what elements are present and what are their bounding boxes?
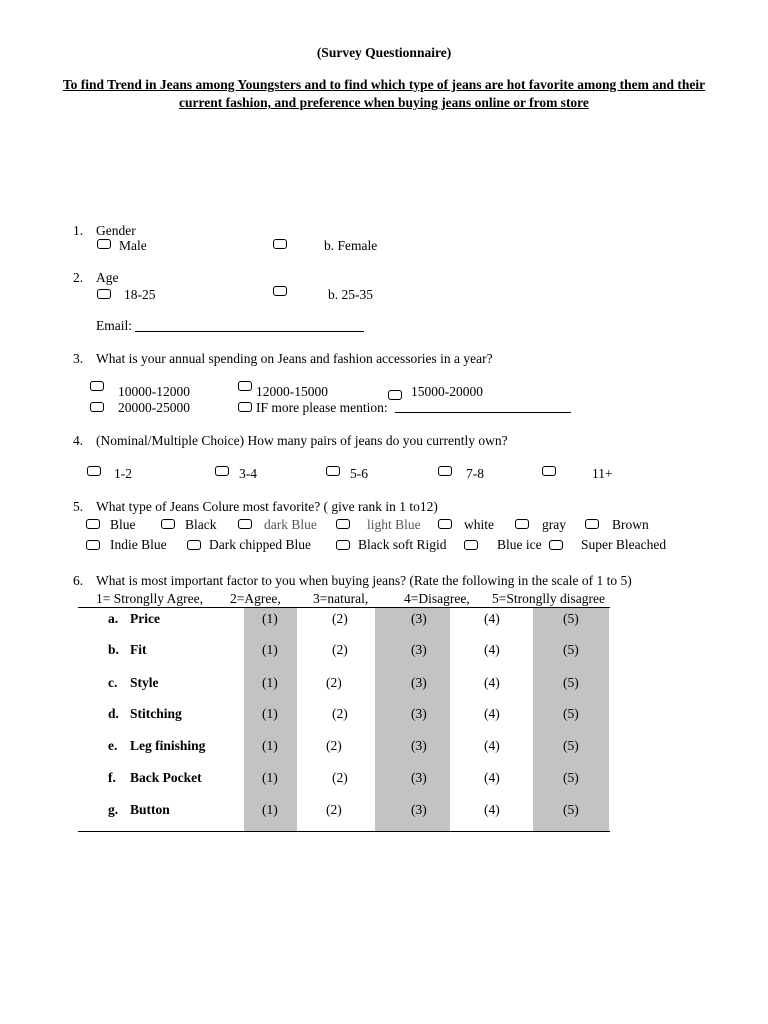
row-factor: Fit [130,642,147,657]
rating-3[interactable]: (3) [411,770,427,785]
q5-blue-label: Blue [110,517,136,532]
q1-male-label: Male [119,238,147,253]
rating-4[interactable]: (4) [484,675,500,690]
q5-black-checkbox[interactable] [161,519,175,529]
q2-age-18-25-checkbox[interactable] [97,289,111,299]
rating-3[interactable]: (3) [411,642,427,657]
page-title: (Survey Questionnaire) [316,45,452,60]
q5-dark-chipped-blue-checkbox[interactable] [187,540,201,550]
rating-4[interactable]: (4) [484,738,500,753]
rating-1[interactable]: (1) [262,770,278,785]
q2-age-25-35-label: b. 25-35 [328,287,373,302]
q5-blue-checkbox[interactable] [86,519,100,529]
q6-scale-3: 3=natural, [313,591,369,606]
q6-scale-1: 1= Stronglly Agree, [96,591,203,606]
q5-black-soft-rigid-label: Black soft Rigid [358,537,447,552]
q4-opt-5-6-label: 5-6 [350,466,368,481]
q6-scale-5: 5=Stronglly disagree [492,591,605,606]
q5-label: What type of Jeans Colure most favorite? ( give rank in 1 to12) [96,499,438,514]
q4-opt-1-2-label: 1-2 [114,466,132,481]
row-letter: f. [108,770,116,785]
page-subtitle-line1: To find Trend in Jeans among Youngsters and to find which type of jeans are hot favorite among them and their [62,77,706,92]
q3-opt-more-checkbox[interactable] [238,402,252,412]
rating-5[interactable]: (5) [563,738,579,753]
rating-2[interactable]: (2) [332,642,348,657]
rating-3[interactable]: (3) [411,706,427,721]
email-field[interactable] [135,331,364,332]
rating-5[interactable]: (5) [563,611,579,626]
email-label: Email: [96,318,132,333]
rating-4[interactable]: (4) [484,802,500,817]
row-factor: Button [130,802,170,817]
rating-4[interactable]: (4) [484,770,500,785]
rating-2[interactable]: (2) [326,675,342,690]
q3-opt-20000-25000-checkbox[interactable] [90,402,104,412]
q5-gray-label: gray [542,517,566,532]
row-factor: Style [130,675,159,690]
q5-white-checkbox[interactable] [438,519,452,529]
q2-age-25-35-checkbox[interactable] [273,286,287,296]
q1-number: 1. [73,223,84,238]
q5-light-blue-checkbox[interactable] [336,519,350,529]
rating-2[interactable]: (2) [332,611,348,626]
q5-black-soft-rigid-checkbox[interactable] [336,540,350,550]
q3-more-input[interactable] [395,412,571,413]
rating-3[interactable]: (3) [411,675,427,690]
q5-blue-ice-checkbox[interactable] [464,540,478,550]
q5-brown-label: Brown [612,517,649,532]
q5-indie-blue-checkbox[interactable] [86,540,100,550]
q4-opt-1-2-checkbox[interactable] [87,466,101,476]
q4-opt-5-6-checkbox[interactable] [326,466,340,476]
q5-super-bleached-checkbox[interactable] [549,540,563,550]
q5-dark-chipped-blue-label: Dark chipped Blue [209,537,311,552]
q5-light-blue-label: light Blue [367,517,421,532]
q4-opt-7-8-label: 7-8 [466,466,484,481]
q1-male-checkbox[interactable] [97,239,111,249]
row-letter: e. [108,738,118,753]
q1-label: Gender [96,223,136,238]
row-letter: c. [108,675,118,690]
row-factor: Back Pocket [130,770,202,785]
page-subtitle-line2: current fashion, and preference when buying jeans online or from store [179,95,589,110]
q3-opt-more-label: IF more please mention: [256,400,388,415]
q3-opt-20000-25000-label: 20000-25000 [118,400,190,415]
rating-5[interactable]: (5) [563,642,579,657]
rating-4[interactable]: (4) [484,611,500,626]
q4-label: (Nominal/Multiple Choice) How many pairs of jeans do you currently own? [96,433,508,448]
rating-1[interactable]: (1) [262,642,278,657]
table-bottom-rule [78,831,610,832]
q2-age-18-25-label: 18-25 [124,287,156,302]
rating-5[interactable]: (5) [563,770,579,785]
q2-label: Age [96,270,119,285]
q4-opt-11-plus-label: 11+ [592,466,613,481]
q3-opt-15000-20000-label: 15000-20000 [411,384,483,399]
q4-number: 4. [73,433,84,448]
row-letter: g. [108,802,119,817]
row-letter: a. [108,611,119,626]
q6-scale-2: 2=Agree, [230,591,281,606]
q1-female-checkbox[interactable] [273,239,287,249]
q3-opt-15000-20000-checkbox[interactable] [388,390,402,400]
rating-2[interactable]: (2) [326,802,342,817]
rating-1[interactable]: (1) [262,738,278,753]
q5-dark-blue-label: dark Blue [264,517,317,532]
q6-label: What is most important factor to you when buying jeans? (Rate the following in the scale of 1 to 5) [96,573,632,588]
table-top-rule [78,607,610,608]
q3-number: 3. [73,351,84,366]
q5-dark-blue-checkbox[interactable] [238,519,252,529]
rating-5[interactable]: (5) [563,706,579,721]
q4-opt-3-4-checkbox[interactable] [215,466,229,476]
q5-number: 5. [73,499,84,514]
q1-female-label: b. Female [324,238,378,253]
row-factor: Price [130,611,160,626]
q4-opt-3-4-label: 3-4 [239,466,257,481]
rating-2[interactable]: (2) [332,706,348,721]
q3-opt-12000-15000-checkbox[interactable] [238,381,252,391]
q5-blue-ice-label: Blue ice [497,537,542,552]
q3-opt-12000-15000-label: 12000-15000 [256,384,328,399]
row-letter: b. [108,642,119,657]
q4-opt-7-8-checkbox[interactable] [438,466,452,476]
rating-1[interactable]: (1) [262,611,278,626]
rating-1[interactable]: (1) [262,802,278,817]
q5-black-label: Black [185,517,217,532]
q5-white-label: white [464,517,494,532]
q2-number: 2. [73,270,84,285]
q3-label: What is your annual spending on Jeans and fashion accessories in a year? [96,351,493,366]
rating-5[interactable]: (5) [563,802,579,817]
q3-opt-10000-12000-checkbox[interactable] [90,381,104,391]
rating-3[interactable]: (3) [411,611,427,626]
row-factor: Stitching [130,706,182,721]
rating-2[interactable]: (2) [326,738,342,753]
q6-scale-4: 4=Disagree, [404,591,470,606]
rating-1[interactable]: (1) [262,675,278,690]
rating-1[interactable]: (1) [262,706,278,721]
row-letter: d. [108,706,119,721]
rating-2[interactable]: (2) [332,770,348,785]
rating-3[interactable]: (3) [411,802,427,817]
q5-brown-checkbox[interactable] [585,519,599,529]
q5-indie-blue-label: Indie Blue [110,537,167,552]
q5-super-bleached-label: Super Bleached [581,537,667,552]
row-factor: Leg finishing [130,738,206,753]
rating-5[interactable]: (5) [563,675,579,690]
q3-opt-10000-12000-label: 10000-12000 [118,384,190,399]
q4-opt-11-plus-checkbox[interactable] [542,466,556,476]
q5-gray-checkbox[interactable] [515,519,529,529]
q6-number: 6. [73,573,84,588]
rating-4[interactable]: (4) [484,642,500,657]
rating-4[interactable]: (4) [484,706,500,721]
rating-3[interactable]: (3) [411,738,427,753]
